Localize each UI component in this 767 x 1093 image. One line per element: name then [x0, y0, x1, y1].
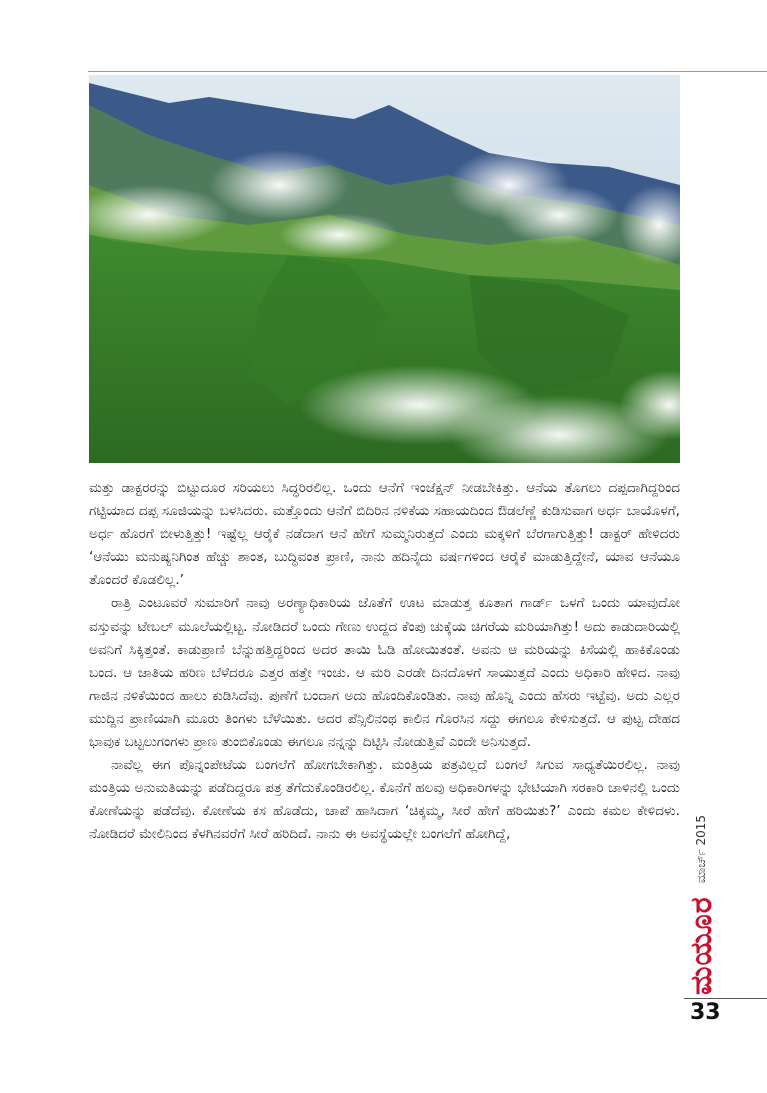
article-body [89, 477, 680, 847]
magazine-name: ಮಯೂರ [684, 896, 719, 995]
page-number: 33 [690, 1000, 721, 1025]
paragraph-1: ಮತ್ತು ಡಾಕ್ಟರರನ್ನು ಬಿಟ್ಟುದೂರ ಸರಿಯಲು ಸಿದ್ಧರಿರಲಿಲ್ಲ. ಒಂದು ಆನೆಗೆ ಇಂಜೆಕ್ಷನ್ ನೀಡಬೇಕಿತ್ತು. ಆನೆಯ ತೊಗಲು ದಪ್ಪದಾಗಿದ್ದರಿಂದ ಗಟ್ಟಿಯಾದ ದಪ್ಪ ಸೂಜಿಯನ್ನು ಬಳಸಿದರು. ಮತ್ತೊಂದು ಆನೆಗೆ ಬಿದಿರಿನ ನಳಿಕೆಯ ಸಹಾಯದಿಂದ ಔಡಲೆಣ್ಣೆ ಕುಡಿಸುವಾಗ ಅರ್ಧ ಬಾಯೊಳಗೆ, ಅರ್ಧ ಹೊರಗೆ ಬೀಳುತ್ತಿತ್ತು! ಇಷ್ಟೆಲ್ಲ ಆರೈಕೆ ನಡೆದಾಗ ಆನೆ ಹೇಗೆ ಸುಮ್ಮನಿರುತ್ತದೆ ಎಂದು ಮಕ್ಕಳಿಗೆ ಬೆರಗಾಗುತ್ತಿತ್ತು! ಡಾಕ್ಟರ್ ಹೇಳಿದರು ‘ಆನೆಯು ಮನುಷ್ಯನಿಗಿಂತ ಹೆಚ್ಚು ಶಾಂತ, ಬುದ್ಧಿವಂತ ಪ್ರಾಣಿ, ನಾನು ಹದಿನೈದು ವರ್ಷಗಳಿಂದ ಆರೈಕೆ ಮಾಡುತ್ತಿದ್ದೇನೆ, ಯಾವ ಆನೆಯೂ ತೊಂದರೆ ಕೊಡಲಿಲ್ಲ.’ [89, 480, 680, 589]
top-rule [88, 71, 767, 72]
issue-date: ಮಾರ್ಚ್ 2015 [694, 814, 708, 884]
footer-rule [684, 998, 767, 999]
paragraph-3: ನಾವೆಲ್ಲ ಈಗ ಪೊನ್ನಂಪೇಟೆಯ ಬಂಗಲೆಗೆ ಹೋಗಬೇಕಾಗಿತ್ತು. ಮಂತ್ರಿಯ ಪತ್ರವಿಲ್ಲದೆ ಬಂಗಲೆ ಸಿಗುವ ಸಾಧ್ಯತೆಯಿರಲಿಲ್ಲ. ನಾವು ಮಂತ್ರಿಯ ಅನುಮತಿಯನ್ನು ಪಡೆದಿದ್ದರೂ ಪತ್ರ ತೆಗೆದುಕೊಂಡಿರಲಿಲ್ಲ. ಕೊನೆಗೆ ಹಲವು ಅಧಿಕಾರಿಗಳನ್ನು ಭೇಟಿಯಾಗಿ ಸರಕಾರಿ ಚಾಳಿನಲ್ಲಿ ಒಂದು ಕೋಣೆಯನ್ನು ಪಡೆದೆವು. ಕೋಣೆಯ ಕಸ ಹೊಡೆದು, ಚಾಪೆ ಹಾಸಿದಾಗ ‘ಚಿಕ್ಕಮ್ಮ, ಸೀರೆ ಹೇಗೆ ಹರಿಯಿತು?’ ಎಂದು ಕಮಲ ಕೇಳಿದಳು. ನೋಡಿದರೆ ಮೇಲಿನಿಂದ ಕೆಳಗಿನವರೆಗೆ ಸೀರೆ ಹರಿದಿದೆ. ನಾನು ಈ ಅವಸ್ಥೆಯಲ್ಲೇ ಬಂಗಲೆಗೆ ಹೋಗಿದ್ದೆ, [89, 757, 680, 843]
paragraph-2: ರಾತ್ರಿ ಎಂಟೂವರೆ ಸುಮಾರಿಗೆ ನಾವು ಅರಣ್ಯಾಧಿಕಾರಿಯ ಜೊತೆಗೆ ಊಟ ಮಾಡುತ್ತ ಕೂತಾಗ ಗಾರ್ಡ್ ಒಳಗೆ ಒಂದು ಯಾವುದೋ ವಸ್ತುವನ್ನು ಟೇಬಲ್ ಮೂಲೆಯಲ್ಲಿಟ್ಟ. ನೋಡಿದರೆ ಒಂದು ಗೇಣು ಉದ್ದದ ಕೆಂಪು ಚುಕ್ಕೆಯ ಚಿಗರೆಯ ಮರಿಯಾಗಿತ್ತು! ಅದು ಕಾಡುದಾರಿಯಲ್ಲಿ ಅವನಿಗೆ ಸಿಕ್ಕಿತ್ತಂತೆ. ಕಾಡುಪ್ರಾಣಿ ಬೆನ್ನುಹತ್ತಿದ್ದರಿಂದ ಅದರ ತಾಯಿ ಓಡಿ ಹೋಯಿತಂತೆ. ಅವನು ಆ ಮರಿಯನ್ನು ಕಿಸೆಯಲ್ಲಿ ಹಾಕಿಕೊಂಡು ಬಂದ. ಆ ಜಾತಿಯ ಹರಿಣ ಬೆಳೆದರೂ ಎತ್ತರ ಹತ್ತೇ ಇಂಚು. ಆ ಮರಿ ಎರಡೇ ದಿನದೊಳಗೆ ಸಾಯುತ್ತದೆ ಎಂದು ಅಧಿಕಾರಿ ಹೇಳಿದ. ನಾವು ಗಾಜಿನ ನಳಿಕೆಯಿಂದ ಹಾಲು ಕುಡಿಸಿದೆವು. ಪುಣೆಗೆ ಬಂದಾಗ ಅದು ಹೊಂದಿಕೊಂಡಿತು. ನಾವು ಹೊನ್ನಿ ಎಂದು ಹೆಸರು ಇಟ್ಟೆವು. ಅದು ಎಲ್ಲರ ಮುದ್ದಿನ ಪ್ರಾಣಿಯಾಗಿ ಮೂರು ತಿಂಗಳು ಬೆಳೆಯಿತು. ಅದರ ಪೆನ್ಸಿಲಿನಂಥ ಕಾಲಿನ ಗೊರಸಿನ ಸದ್ದು ಈಗಲೂ ಕೇಳಿಸುತ್ತದೆ. ಆ ಪುಟ್ಟ ದೇಹದ ಭಾವುಕ ಬಟ್ಟಲುಗಂಗಳು ಪ್ರಾಣ ತುಂಬಿಕೊಂಡು ಈಗಲೂ ನನ್ನನ್ನು ದಿಟ್ಟಿಸಿ ನೋಡುತ್ತಿವೆ ಎಂದೇ ಅನಿಸುತ್ತದೆ. [89, 595, 680, 751]
magazine-masthead [684, 815, 719, 995]
forest-mountain-photo [89, 75, 680, 463]
